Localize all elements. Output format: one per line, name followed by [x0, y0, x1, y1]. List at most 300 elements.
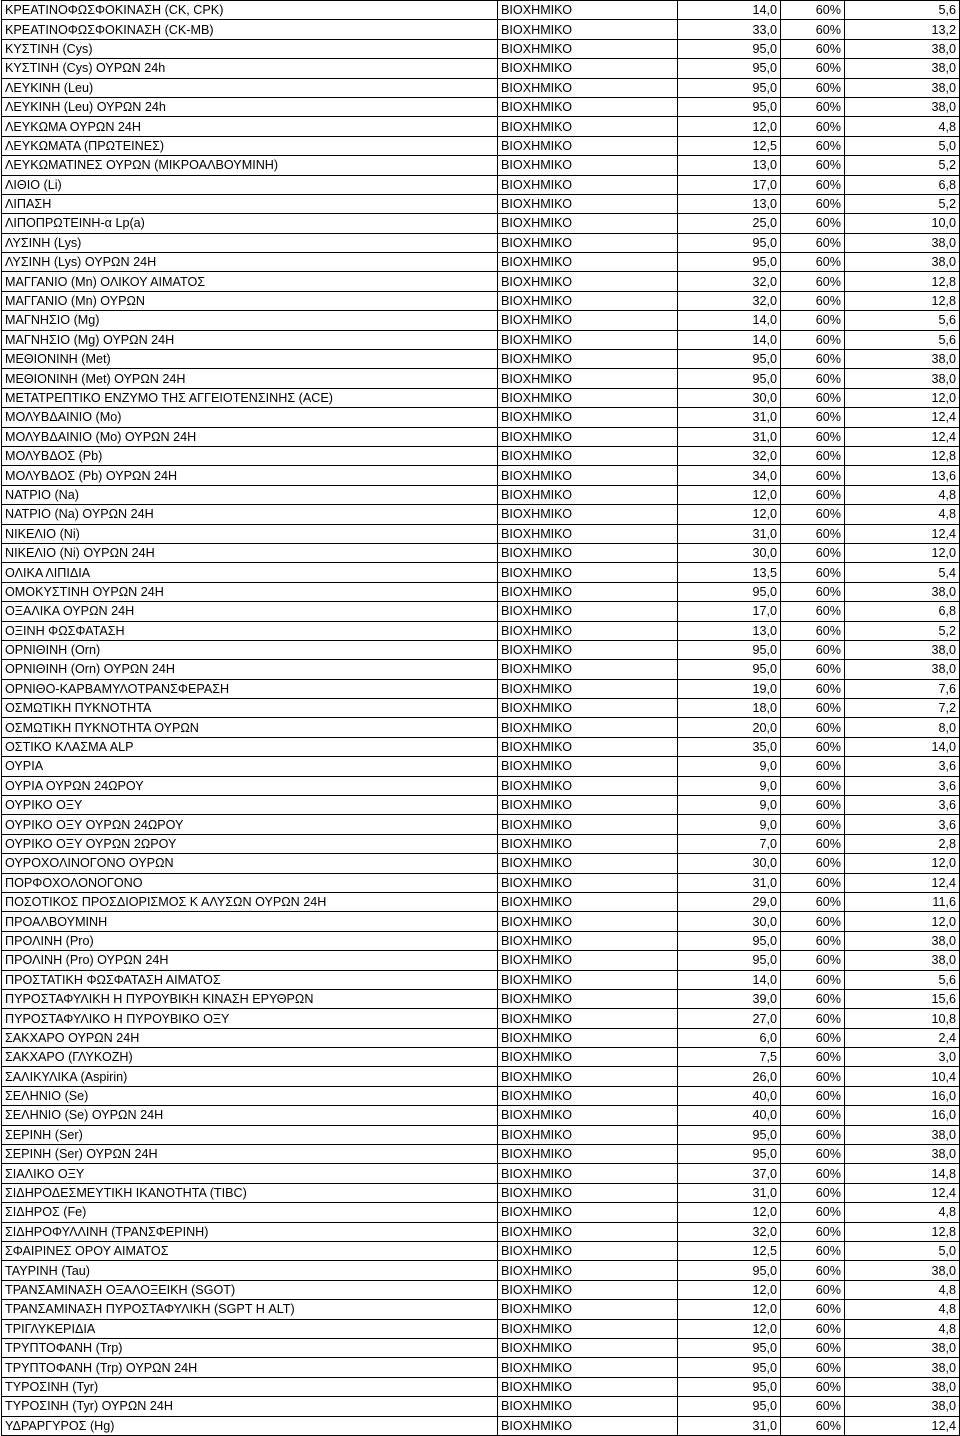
table-row [2, 989, 960, 1008]
test-name-cell: ΛΙΘΙΟ (Li) [2, 175, 498, 194]
price-cell: 33,0 [678, 20, 781, 39]
table-row [2, 1086, 960, 1105]
table-row [2, 446, 960, 465]
category-cell: ΒΙΟΧΗΜΙΚΟ [498, 233, 678, 252]
table-row [2, 78, 960, 97]
test-name-cell: ΜΟΛΥΒΔΑΙΝΙΟ (Mo) ΟΥΡΩΝ 24Η [2, 427, 498, 446]
table-row [2, 117, 960, 136]
value-cell: 6,8 [845, 175, 960, 194]
percent-cell: 60% [781, 1319, 845, 1338]
table-row [2, 834, 960, 853]
test-name-cell: ΤΡΥΠΤΟΦΑΝΗ (Trp) ΟΥΡΩΝ 24Η [2, 1358, 498, 1377]
percent-cell: 60% [781, 931, 845, 950]
category-cell: ΒΙΟΧΗΜΙΚΟ [498, 602, 678, 621]
percent-cell: 60% [781, 427, 845, 446]
test-name-cell: ΣΕΛΗΝΙΟ (Se) [2, 1086, 498, 1105]
value-cell: 10,0 [845, 214, 960, 233]
percent-cell: 60% [781, 505, 845, 524]
category-cell: ΒΙΟΧΗΜΙΚΟ [498, 524, 678, 543]
price-cell: 31,0 [678, 1183, 781, 1202]
table-row [2, 757, 960, 776]
value-cell: 12,8 [845, 446, 960, 465]
category-cell: ΒΙΟΧΗΜΙΚΟ [498, 253, 678, 272]
table-row [2, 1416, 960, 1435]
category-cell: ΒΙΟΧΗΜΙΚΟ [498, 214, 678, 233]
percent-cell: 60% [781, 311, 845, 330]
value-cell: 4,8 [845, 485, 960, 504]
category-cell: ΒΙΟΧΗΜΙΚΟ [498, 175, 678, 194]
value-cell: 4,8 [845, 117, 960, 136]
price-cell: 39,0 [678, 989, 781, 1008]
category-cell: ΒΙΟΧΗΜΙΚΟ [498, 679, 678, 698]
category-cell: ΒΙΟΧΗΜΙΚΟ [498, 1145, 678, 1164]
test-name-cell: ΤΡΥΠΤΟΦΑΝΗ (Trp) [2, 1338, 498, 1357]
price-cell: 95,0 [678, 1145, 781, 1164]
test-name-cell: ΛΥΣΙΝΗ (Lys) ΟΥΡΩΝ 24Η [2, 253, 498, 272]
category-cell: ΒΙΟΧΗΜΙΚΟ [498, 1377, 678, 1396]
test-name-cell: ΟΥΡΙΑ ΟΥΡΩΝ 24ΩΡΟΥ [2, 776, 498, 795]
test-name-cell: ΜΑΓΓΑΝΙΟ (Mn) ΟΛΙΚΟΥ ΑΙΜΑΤΟΣ [2, 272, 498, 291]
price-table [1, 0, 960, 1436]
table-row [2, 1242, 960, 1261]
category-cell: ΒΙΟΧΗΜΙΚΟ [498, 1280, 678, 1299]
table-row [2, 485, 960, 504]
table-row [2, 136, 960, 155]
category-cell: ΒΙΟΧΗΜΙΚΟ [498, 970, 678, 989]
value-cell: 38,0 [845, 1261, 960, 1280]
value-cell: 38,0 [845, 78, 960, 97]
category-cell: ΒΙΟΧΗΜΙΚΟ [498, 912, 678, 931]
test-name-cell: ΠΡΟΛΙΝΗ (Pro) ΟΥΡΩΝ 24Η [2, 951, 498, 970]
price-cell: 32,0 [678, 446, 781, 465]
percent-cell: 60% [781, 388, 845, 407]
price-cell: 32,0 [678, 1222, 781, 1241]
test-name-cell: ΣΕΡΙΝΗ (Ser) ΟΥΡΩΝ 24Η [2, 1145, 498, 1164]
table-row [2, 524, 960, 543]
percent-cell: 60% [781, 20, 845, 39]
test-name-cell: ΤΡΑΝΣΑΜΙΝΑΣΗ ΟΞΑΛΟΞΕΙΚΗ (SGOT) [2, 1280, 498, 1299]
percent-cell: 60% [781, 156, 845, 175]
percent-cell: 60% [781, 350, 845, 369]
category-cell: ΒΙΟΧΗΜΙΚΟ [498, 582, 678, 601]
value-cell: 14,8 [845, 1164, 960, 1183]
test-name-cell: ΟΣΜΩΤΙΚΗ ΠΥΚΝΟΤΗΤΑ [2, 699, 498, 718]
category-cell: ΒΙΟΧΗΜΙΚΟ [498, 311, 678, 330]
category-cell: ΒΙΟΧΗΜΙΚΟ [498, 660, 678, 679]
table-row [2, 951, 960, 970]
table-row [2, 679, 960, 698]
percent-cell: 60% [781, 776, 845, 795]
category-cell: ΒΙΟΧΗΜΙΚΟ [498, 466, 678, 485]
percent-cell: 60% [781, 1338, 845, 1357]
table-row [2, 1028, 960, 1047]
percent-cell: 60% [781, 640, 845, 659]
price-cell: 9,0 [678, 757, 781, 776]
price-cell: 31,0 [678, 408, 781, 427]
percent-cell: 60% [781, 679, 845, 698]
price-cell: 17,0 [678, 602, 781, 621]
percent-cell: 60% [781, 330, 845, 349]
table-row [2, 1397, 960, 1416]
test-name-cell: ΜΟΛΥΒΔΑΙΝΙΟ (Mo) [2, 408, 498, 427]
test-name-cell: ΣΙΑΛΙΚΟ ΟΞΥ [2, 1164, 498, 1183]
test-name-cell: ΚΡΕΑΤΙΝΟΦΩΣΦΟΚΙΝΑΣΗ (CK-MB) [2, 20, 498, 39]
price-cell: 14,0 [678, 330, 781, 349]
percent-cell: 60% [781, 1106, 845, 1125]
table-row [2, 505, 960, 524]
category-cell: ΒΙΟΧΗΜΙΚΟ [498, 156, 678, 175]
test-name-cell: ΤΥΡΟΣΙΝΗ (Tyr) ΟΥΡΩΝ 24Η [2, 1397, 498, 1416]
price-cell: 30,0 [678, 912, 781, 931]
category-cell: ΒΙΟΧΗΜΙΚΟ [498, 989, 678, 1008]
category-cell: ΒΙΟΧΗΜΙΚΟ [498, 737, 678, 756]
category-cell: ΒΙΟΧΗΜΙΚΟ [498, 505, 678, 524]
test-name-cell: ΣΑΛΙΚΥΛΙΚΑ (Aspirin) [2, 1067, 498, 1086]
price-cell: 12,0 [678, 1203, 781, 1222]
test-name-cell: ΜΕΤΑΤΡΕΠΤΙΚΟ ΕΝΖΥΜΟ ΤΗΣ ΑΓΓΕΙΟΤΕΝΣΙΝΗΣ (ACE) [2, 388, 498, 407]
table-row [2, 175, 960, 194]
price-cell: 13,5 [678, 563, 781, 582]
value-cell: 4,8 [845, 1300, 960, 1319]
category-cell: ΒΙΟΧΗΜΙΚΟ [498, 330, 678, 349]
test-name-cell: ΠΡΟΣΤΑΤΙΚΗ ΦΩΣΦΑΤΑΣΗ ΑΙΜΑΤΟΣ [2, 970, 498, 989]
value-cell: 8,0 [845, 718, 960, 737]
test-name-cell: ΚΥΣΤΙΝΗ (Cys) ΟΥΡΩΝ 24h [2, 59, 498, 78]
percent-cell: 60% [781, 737, 845, 756]
value-cell: 12,8 [845, 291, 960, 310]
test-name-cell: ΜΕΘΙΟΝΙΝΗ (Met) ΟΥΡΩΝ 24Η [2, 369, 498, 388]
price-cell: 95,0 [678, 1397, 781, 1416]
price-cell: 12,5 [678, 136, 781, 155]
price-cell: 14,0 [678, 311, 781, 330]
table-row [2, 1145, 960, 1164]
table-row [2, 1009, 960, 1028]
category-cell: ΒΙΟΧΗΜΙΚΟ [498, 1086, 678, 1105]
value-cell: 12,4 [845, 873, 960, 892]
percent-cell: 60% [781, 602, 845, 621]
price-cell: 30,0 [678, 543, 781, 562]
percent-cell: 60% [781, 291, 845, 310]
test-name-cell: ΤΡΙΓΛΥΚΕΡΙΔΙΑ [2, 1319, 498, 1338]
test-name-cell: ΠΥΡΟΣΤΑΦΥΛΙΚΗ Η ΠΥΡΟΥΒΙΚΗ ΚΙΝΑΣΗ ΕΡΥΘΡΩΝ [2, 989, 498, 1008]
category-cell: ΒΙΟΧΗΜΙΚΟ [498, 369, 678, 388]
price-cell: 13,0 [678, 621, 781, 640]
percent-cell: 60% [781, 59, 845, 78]
value-cell: 38,0 [845, 233, 960, 252]
price-cell: 19,0 [678, 679, 781, 698]
value-cell: 4,8 [845, 1280, 960, 1299]
table-row [2, 621, 960, 640]
price-cell: 32,0 [678, 291, 781, 310]
category-cell: ΒΙΟΧΗΜΙΚΟ [498, 272, 678, 291]
price-cell: 95,0 [678, 369, 781, 388]
percent-cell: 60% [781, 1086, 845, 1105]
percent-cell: 60% [781, 97, 845, 116]
price-cell: 18,0 [678, 699, 781, 718]
percent-cell: 60% [781, 1261, 845, 1280]
price-cell: 30,0 [678, 388, 781, 407]
price-cell: 37,0 [678, 1164, 781, 1183]
table-row [2, 1203, 960, 1222]
category-cell: ΒΙΟΧΗΜΙΚΟ [498, 78, 678, 97]
test-name-cell: ΣΑΚΧΑΡΟ ΟΥΡΩΝ 24Η [2, 1028, 498, 1047]
category-cell: ΒΙΟΧΗΜΙΚΟ [498, 892, 678, 911]
percent-cell: 60% [781, 194, 845, 213]
value-cell: 3,0 [845, 1048, 960, 1067]
value-cell: 5,6 [845, 330, 960, 349]
percent-cell: 60% [781, 1222, 845, 1241]
table-row [2, 970, 960, 989]
category-cell: ΒΙΟΧΗΜΙΚΟ [498, 1028, 678, 1047]
price-cell: 25,0 [678, 214, 781, 233]
percent-cell: 60% [781, 1377, 845, 1396]
table-row [2, 350, 960, 369]
category-cell: ΒΙΟΧΗΜΙΚΟ [498, 757, 678, 776]
test-name-cell: ΟΣΜΩΤΙΚΗ ΠΥΚΝΟΤΗΤΑ ΟΥΡΩΝ [2, 718, 498, 737]
table-row [2, 660, 960, 679]
value-cell: 5,2 [845, 194, 960, 213]
value-cell: 2,4 [845, 1028, 960, 1047]
value-cell: 12,4 [845, 524, 960, 543]
table-row [2, 466, 960, 485]
table-row [2, 543, 960, 562]
category-cell: ΒΙΟΧΗΜΙΚΟ [498, 1261, 678, 1280]
price-cell: 12,0 [678, 1280, 781, 1299]
percent-cell: 60% [781, 1048, 845, 1067]
value-cell: 38,0 [845, 253, 960, 272]
category-cell: ΒΙΟΧΗΜΙΚΟ [498, 1125, 678, 1144]
category-cell: ΒΙΟΧΗΜΙΚΟ [498, 350, 678, 369]
price-cell: 40,0 [678, 1086, 781, 1105]
price-cell: 29,0 [678, 892, 781, 911]
table-row [2, 214, 960, 233]
test-name-cell: ΤΡΑΝΣΑΜΙΝΑΣΗ ΠΥΡΟΣΤΑΦΥΛΙΚΗ (SGPT Η ALT) [2, 1300, 498, 1319]
test-name-cell: ΛΥΣΙΝΗ (Lys) [2, 233, 498, 252]
value-cell: 38,0 [845, 97, 960, 116]
test-name-cell: ΠΟΡΦΟΧΟΛΟΝΟΓΟΝΟ [2, 873, 498, 892]
percent-cell: 60% [781, 815, 845, 834]
price-cell: 30,0 [678, 854, 781, 873]
value-cell: 5,6 [845, 311, 960, 330]
table-row [2, 873, 960, 892]
category-cell: ΒΙΟΧΗΜΙΚΟ [498, 1203, 678, 1222]
category-cell: ΒΙΟΧΗΜΙΚΟ [498, 39, 678, 58]
category-cell: ΒΙΟΧΗΜΙΚΟ [498, 543, 678, 562]
price-cell: 12,5 [678, 1242, 781, 1261]
table-row [2, 291, 960, 310]
value-cell: 38,0 [845, 59, 960, 78]
table-row [2, 1106, 960, 1125]
value-cell: 16,0 [845, 1106, 960, 1125]
test-name-cell: ΟΥΡΙΚΟ ΟΞΥ [2, 796, 498, 815]
test-name-cell: ΟΥΡΙΚΟ ΟΞΥ ΟΥΡΩΝ 2ΩΡΟΥ [2, 834, 498, 853]
value-cell: 16,0 [845, 1086, 960, 1105]
test-name-cell: ΣΙΔΗΡΟΔΕΣΜΕΥΤΙΚΗ ΙΚΑΝΟΤΗΤΑ (TIBC) [2, 1183, 498, 1202]
table-row [2, 1048, 960, 1067]
test-name-cell: ΠΥΡΟΣΤΑΦΥΛΙΚΟ Η ΠΥΡΟΥΒΙΚΟ ΟΞΥ [2, 1009, 498, 1028]
price-cell: 95,0 [678, 660, 781, 679]
price-cell: 26,0 [678, 1067, 781, 1086]
category-cell: ΒΙΟΧΗΜΙΚΟ [498, 1358, 678, 1377]
table-row [2, 699, 960, 718]
test-name-cell: ΟΥΡΙΚΟ ΟΞΥ ΟΥΡΩΝ 24ΩΡΟΥ [2, 815, 498, 834]
value-cell: 38,0 [845, 1125, 960, 1144]
table-row [2, 737, 960, 756]
category-cell: ΒΙΟΧΗΜΙΚΟ [498, 1009, 678, 1028]
test-name-cell: ΝΙΚΕΛΙΟ (Ni) ΟΥΡΩΝ 24Η [2, 543, 498, 562]
value-cell: 3,6 [845, 796, 960, 815]
price-cell: 95,0 [678, 97, 781, 116]
price-cell: 12,0 [678, 1300, 781, 1319]
percent-cell: 60% [781, 563, 845, 582]
category-cell: ΒΙΟΧΗΜΙΚΟ [498, 136, 678, 155]
price-cell: 7,0 [678, 834, 781, 853]
price-cell: 40,0 [678, 1106, 781, 1125]
percent-cell: 60% [781, 1397, 845, 1416]
value-cell: 10,4 [845, 1067, 960, 1086]
table-row [2, 1300, 960, 1319]
percent-cell: 60% [781, 718, 845, 737]
percent-cell: 60% [781, 1164, 845, 1183]
category-cell: ΒΙΟΧΗΜΙΚΟ [498, 97, 678, 116]
test-name-cell: ΠΟΣΟΤΙΚΟΣ ΠΡΟΣΔΙΟΡΙΣΜΟΣ Κ ΑΛΥΣΩΝ ΟΥΡΩΝ 24Η [2, 892, 498, 911]
price-cell: 6,0 [678, 1028, 781, 1047]
percent-cell: 60% [781, 1358, 845, 1377]
percent-cell: 60% [781, 1, 845, 20]
value-cell: 12,4 [845, 408, 960, 427]
percent-cell: 60% [781, 369, 845, 388]
test-name-cell: ΟΡΝΙΘΟ-ΚΑΡΒΑΜΥΛΟΤΡΑΝΣΦΕΡΑΣΗ [2, 679, 498, 698]
price-cell: 9,0 [678, 815, 781, 834]
category-cell: ΒΙΟΧΗΜΙΚΟ [498, 699, 678, 718]
test-name-cell: ΟΜΟΚΥΣΤΙΝΗ ΟΥΡΩΝ 24Η [2, 582, 498, 601]
price-cell: 12,0 [678, 505, 781, 524]
value-cell: 6,8 [845, 602, 960, 621]
price-cell: 95,0 [678, 951, 781, 970]
category-cell: ΒΙΟΧΗΜΙΚΟ [498, 873, 678, 892]
price-cell: 7,5 [678, 1048, 781, 1067]
table-row [2, 776, 960, 795]
category-cell: ΒΙΟΧΗΜΙΚΟ [498, 427, 678, 446]
price-cell: 32,0 [678, 272, 781, 291]
category-cell: ΒΙΟΧΗΜΙΚΟ [498, 796, 678, 815]
test-name-cell: ΣΦΑΙΡΙΝΕΣ ΟΡΟΥ ΑΙΜΑΤΟΣ [2, 1242, 498, 1261]
test-name-cell: ΟΞΑΛΙΚΑ ΟΥΡΩΝ 24Η [2, 602, 498, 621]
category-cell: ΒΙΟΧΗΜΙΚΟ [498, 1300, 678, 1319]
price-cell: 17,0 [678, 175, 781, 194]
percent-cell: 60% [781, 524, 845, 543]
category-cell: ΒΙΟΧΗΜΙΚΟ [498, 931, 678, 950]
table-row [2, 1338, 960, 1357]
test-name-cell: ΟΞΙΝΗ ΦΩΣΦΑΤΑΣΗ [2, 621, 498, 640]
value-cell: 5,6 [845, 970, 960, 989]
category-cell: ΒΙΟΧΗΜΙΚΟ [498, 718, 678, 737]
table-row [2, 388, 960, 407]
table-row [2, 311, 960, 330]
price-cell: 14,0 [678, 970, 781, 989]
category-cell: ΒΙΟΧΗΜΙΚΟ [498, 1222, 678, 1241]
test-name-cell: ΟΣΤΙΚΟ ΚΛΑΣΜΑ ALP [2, 737, 498, 756]
table-row [2, 602, 960, 621]
value-cell: 38,0 [845, 1397, 960, 1416]
percent-cell: 60% [781, 582, 845, 601]
table-row [2, 20, 960, 39]
category-cell: ΒΙΟΧΗΜΙΚΟ [498, 1397, 678, 1416]
category-cell: ΒΙΟΧΗΜΙΚΟ [498, 446, 678, 465]
table-row [2, 1261, 960, 1280]
category-cell: ΒΙΟΧΗΜΙΚΟ [498, 1416, 678, 1435]
price-cell: 12,0 [678, 1319, 781, 1338]
percent-cell: 60% [781, 873, 845, 892]
value-cell: 3,6 [845, 757, 960, 776]
test-name-cell: ΛΕΥΚΩΜΑΤΙΝΕΣ ΟΥΡΩΝ (ΜΙΚΡΟΑΛΒΟΥΜΙΝΗ) [2, 156, 498, 175]
percent-cell: 60% [781, 1067, 845, 1086]
price-cell: 20,0 [678, 718, 781, 737]
test-name-cell: ΤΥΡΟΣΙΝΗ (Tyr) [2, 1377, 498, 1396]
category-cell: ΒΙΟΧΗΜΙΚΟ [498, 1319, 678, 1338]
table-row [2, 1377, 960, 1396]
value-cell: 38,0 [845, 660, 960, 679]
price-cell: 95,0 [678, 1125, 781, 1144]
test-name-cell: ΣΕΛΗΝΙΟ (Se) ΟΥΡΩΝ 24Η [2, 1106, 498, 1125]
table-row [2, 1183, 960, 1202]
category-cell: ΒΙΟΧΗΜΙΚΟ [498, 854, 678, 873]
percent-cell: 60% [781, 253, 845, 272]
price-cell: 27,0 [678, 1009, 781, 1028]
price-cell: 31,0 [678, 1416, 781, 1435]
percent-cell: 60% [781, 233, 845, 252]
test-name-cell: ΟΛΙΚΑ ΛΙΠΙΔΙΑ [2, 563, 498, 582]
percent-cell: 60% [781, 1125, 845, 1144]
percent-cell: 60% [781, 136, 845, 155]
value-cell: 12,4 [845, 1416, 960, 1435]
value-cell: 15,6 [845, 989, 960, 1008]
table-row [2, 582, 960, 601]
price-cell: 95,0 [678, 640, 781, 659]
price-cell: 95,0 [678, 233, 781, 252]
category-cell: ΒΙΟΧΗΜΙΚΟ [498, 640, 678, 659]
price-cell: 31,0 [678, 427, 781, 446]
value-cell: 12,0 [845, 912, 960, 931]
category-cell: ΒΙΟΧΗΜΙΚΟ [498, 1, 678, 20]
test-name-cell: ΟΡΝΙΘΙΝΗ (Orn) ΟΥΡΩΝ 24Η [2, 660, 498, 679]
table-row [2, 369, 960, 388]
percent-cell: 60% [781, 989, 845, 1008]
test-name-cell: ΟΡΝΙΘΙΝΗ (Orn) [2, 640, 498, 659]
percent-cell: 60% [781, 446, 845, 465]
category-cell: ΒΙΟΧΗΜΙΚΟ [498, 408, 678, 427]
test-name-cell: ΛΕΥΚΙΝΗ (Leu) [2, 78, 498, 97]
price-cell: 31,0 [678, 873, 781, 892]
value-cell: 7,2 [845, 699, 960, 718]
value-cell: 38,0 [845, 39, 960, 58]
percent-cell: 60% [781, 1280, 845, 1299]
table-row [2, 718, 960, 737]
value-cell: 38,0 [845, 582, 960, 601]
category-cell: ΒΙΟΧΗΜΙΚΟ [498, 776, 678, 795]
percent-cell: 60% [781, 892, 845, 911]
percent-cell: 60% [781, 1028, 845, 1047]
category-cell: ΒΙΟΧΗΜΙΚΟ [498, 621, 678, 640]
price-cell: 9,0 [678, 796, 781, 815]
value-cell: 38,0 [845, 951, 960, 970]
test-name-cell: ΜΑΓΓΑΝΙΟ (Mn) ΟΥΡΩΝ [2, 291, 498, 310]
test-name-cell: ΣΕΡΙΝΗ (Ser) [2, 1125, 498, 1144]
test-name-cell: ΜΟΛΥΒΔΟΣ (Pb) [2, 446, 498, 465]
category-cell: ΒΙΟΧΗΜΙΚΟ [498, 485, 678, 504]
value-cell: 12,0 [845, 543, 960, 562]
percent-cell: 60% [781, 854, 845, 873]
